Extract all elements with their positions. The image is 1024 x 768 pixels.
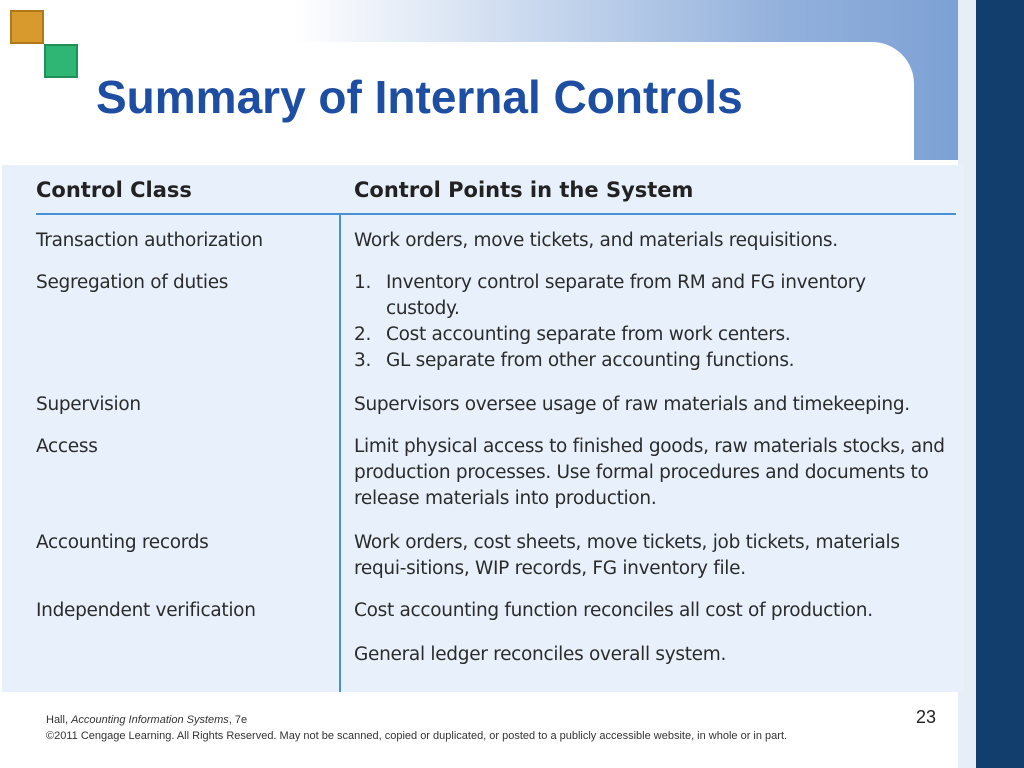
list-text: Cost accounting separate from work centers. [386,324,791,345]
row-control-points: Supervisors oversee usage of raw materials and timekeeping. [354,394,910,415]
header-rule [36,213,956,215]
footer-author: Hall, [46,714,72,726]
list-item [354,270,954,322]
row-control-points: General ledger reconciles overall system. [354,644,727,665]
list-number: 3. [354,350,372,371]
footer-copyright: ©2011 Cengage Learning. All Rights Reserved. May not be scanned, copied or duplicated, or posted to a publicly accessible website, in whole or in part. [46,730,788,742]
row-control-points: Limit physical access to finished goods, raw materials stocks, and production processes. Use formal procedures and documents to release materials into production. [354,436,945,509]
list-number: 1. [354,272,372,293]
footer-book-title: Accounting Information Systems [71,714,229,726]
row-class-label: Supervision [36,394,141,415]
header-control-class: Control Class [36,178,192,202]
green-square-icon [44,44,78,78]
row-class-label: Transaction authorization [36,230,263,251]
orange-square-icon [10,10,44,44]
list-text: Inventory control separate from RM and FG inventory custody. [386,272,866,319]
column-divider [339,215,341,692]
row-class-label: Accounting records [36,532,209,553]
footer-source [46,712,787,728]
list-number: 2. [354,324,372,345]
row-class-label: Segregation of duties [36,272,229,293]
header-control-points: Control Points in the System [354,178,694,202]
list-item [354,322,954,348]
row-class-label: Access [36,436,98,457]
row-control-points: Cost accounting function reconciles all cost of production. [354,600,873,621]
list-item [354,348,954,374]
row-control-points: Work orders, cost sheets, move tickets, job tickets, materials requi-sitions, WIP records, FG inventory file. [354,532,900,579]
row-class-label: Independent verification [36,600,256,621]
list-text: GL separate from other accounting functions. [386,350,795,371]
slide-title: Summary of Internal Controls [96,71,743,123]
row-control-points: Work orders, move tickets, and materials requisitions. [354,230,838,251]
row-control-points-list [354,270,954,374]
page-number: 23 [916,707,937,727]
footer-citation [46,712,787,744]
right-accent-bar [976,0,1024,768]
footer-edition: , 7e [228,714,248,726]
